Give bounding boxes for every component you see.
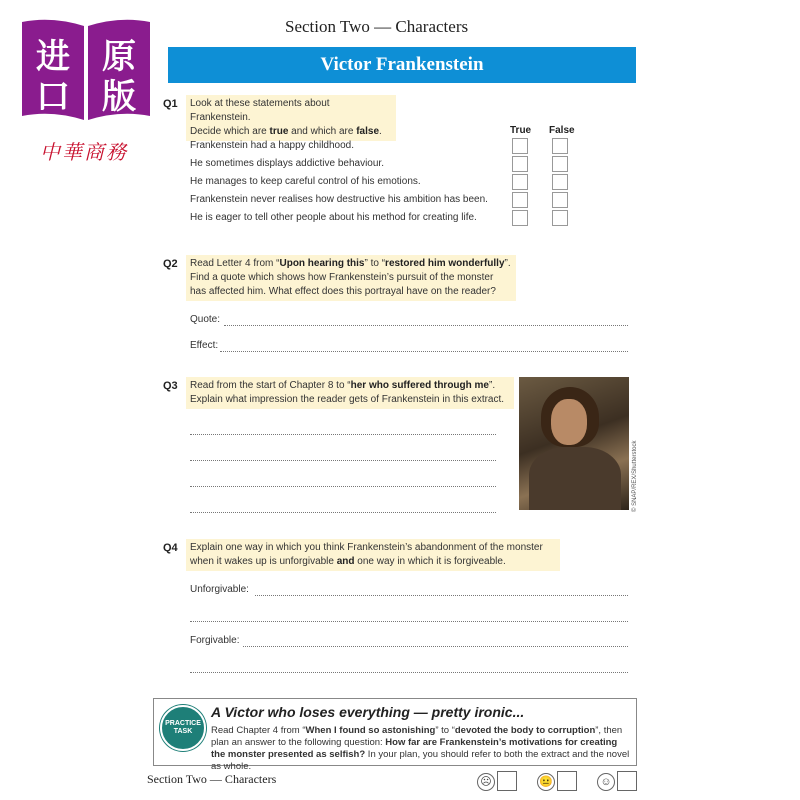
true-checkbox[interactable] [512, 138, 528, 154]
q2-prompt: Read Letter 4 from “Upon hearing this” to “restored him wonderfully”. Find a quote which shows how Frankenstein’s pursuit of the monster has affected him. What effect does this portrayal have on the reader? [186, 255, 516, 301]
effect-label: Effect: [190, 340, 219, 351]
photo-credit: © SNAP/REX/Shutterstock [632, 440, 638, 512]
q4-prompt: Explain one way in which you think Frankenstein’s abandonment of the monster when it wakes up is unforgivable and one way in which it is forgiveable. [186, 539, 560, 571]
svg-text:版: 版 [102, 77, 136, 117]
false-checkbox[interactable] [552, 174, 568, 190]
q3-prompt: Read from the start of Chapter 8 to “her who suffered through me”. Explain what impression the reader gets of Frankenstein in this extract. [186, 377, 514, 409]
answer-line[interactable] [190, 485, 496, 487]
question-number: Q1 [163, 98, 178, 110]
question-number: Q2 [163, 258, 178, 270]
statement: He is eager to tell other people about his method for creating life. [190, 212, 477, 223]
q1-prompt: Look at these statements about Frankenstein. Decide which are true and which are false. [186, 95, 396, 141]
false-checkbox[interactable] [552, 192, 568, 208]
section-heading: Section Two — Characters [285, 17, 469, 36]
answer-line[interactable] [255, 594, 628, 596]
self-assessment-box[interactable] [617, 771, 637, 791]
answer-line[interactable] [190, 433, 496, 435]
question-number: Q3 [163, 380, 178, 392]
happy-face-icon: ☺ [597, 773, 615, 791]
logo-subtitle: 中華商務 [40, 140, 128, 164]
answer-line[interactable] [243, 645, 628, 647]
answer-line[interactable] [220, 350, 628, 352]
statement: Frankenstein never realises how destructive his ambition has been. [190, 194, 488, 205]
frankenstein-photo [519, 377, 629, 510]
statement: He manages to keep careful control of his emotions. [190, 176, 421, 187]
self-assessment-box[interactable] [557, 771, 577, 791]
true-checkbox[interactable] [512, 192, 528, 208]
answer-line[interactable] [190, 459, 496, 461]
sad-face-icon: ☹ [477, 773, 495, 791]
svg-text:口: 口 [36, 77, 70, 117]
true-checkbox[interactable] [512, 156, 528, 172]
answer-line[interactable] [190, 620, 628, 622]
answer-line[interactable] [190, 511, 496, 513]
unforgivable-label: Unforgivable: [190, 584, 249, 595]
self-assessment-box[interactable] [497, 771, 517, 791]
practice-task-title: A Victor who loses everything — pretty ironic... [211, 704, 525, 720]
publisher-logo [18, 16, 154, 128]
false-checkbox[interactable] [552, 156, 568, 172]
answer-line[interactable] [224, 324, 628, 326]
neutral-face-icon: 😐 [537, 773, 555, 791]
true-checkbox[interactable] [512, 210, 528, 226]
practice-task-badge: PRACTICE TASK [160, 705, 206, 751]
false-column-header: False [549, 125, 575, 136]
forgivable-label: Forgivable: [190, 635, 240, 646]
statement: He sometimes displays addictive behaviour. [190, 158, 384, 169]
question-number: Q4 [163, 542, 178, 554]
statement: Frankenstein had a happy childhood. [190, 140, 355, 151]
false-checkbox[interactable] [552, 138, 568, 154]
false-checkbox[interactable] [552, 210, 568, 226]
practice-task-text: Read Chapter 4 from “When I found so astonishing” to “devoted the body to corruption”, then plan an answer to the following question: How far are Frankenstein’s motivations for creating the monster presented as selfish? In your plan, you should refer to both the extract and the novel as whole. [211, 725, 630, 772]
quote-label: Quote: [190, 314, 221, 325]
svg-text:进: 进 [36, 37, 70, 77]
answer-line[interactable] [190, 671, 628, 673]
true-checkbox[interactable] [512, 174, 528, 190]
page-title: Victor Frankenstein [168, 47, 636, 83]
footer-section: Section Two — Characters [147, 772, 277, 786]
true-column-header: True [510, 125, 532, 136]
svg-text:原: 原 [102, 37, 136, 77]
